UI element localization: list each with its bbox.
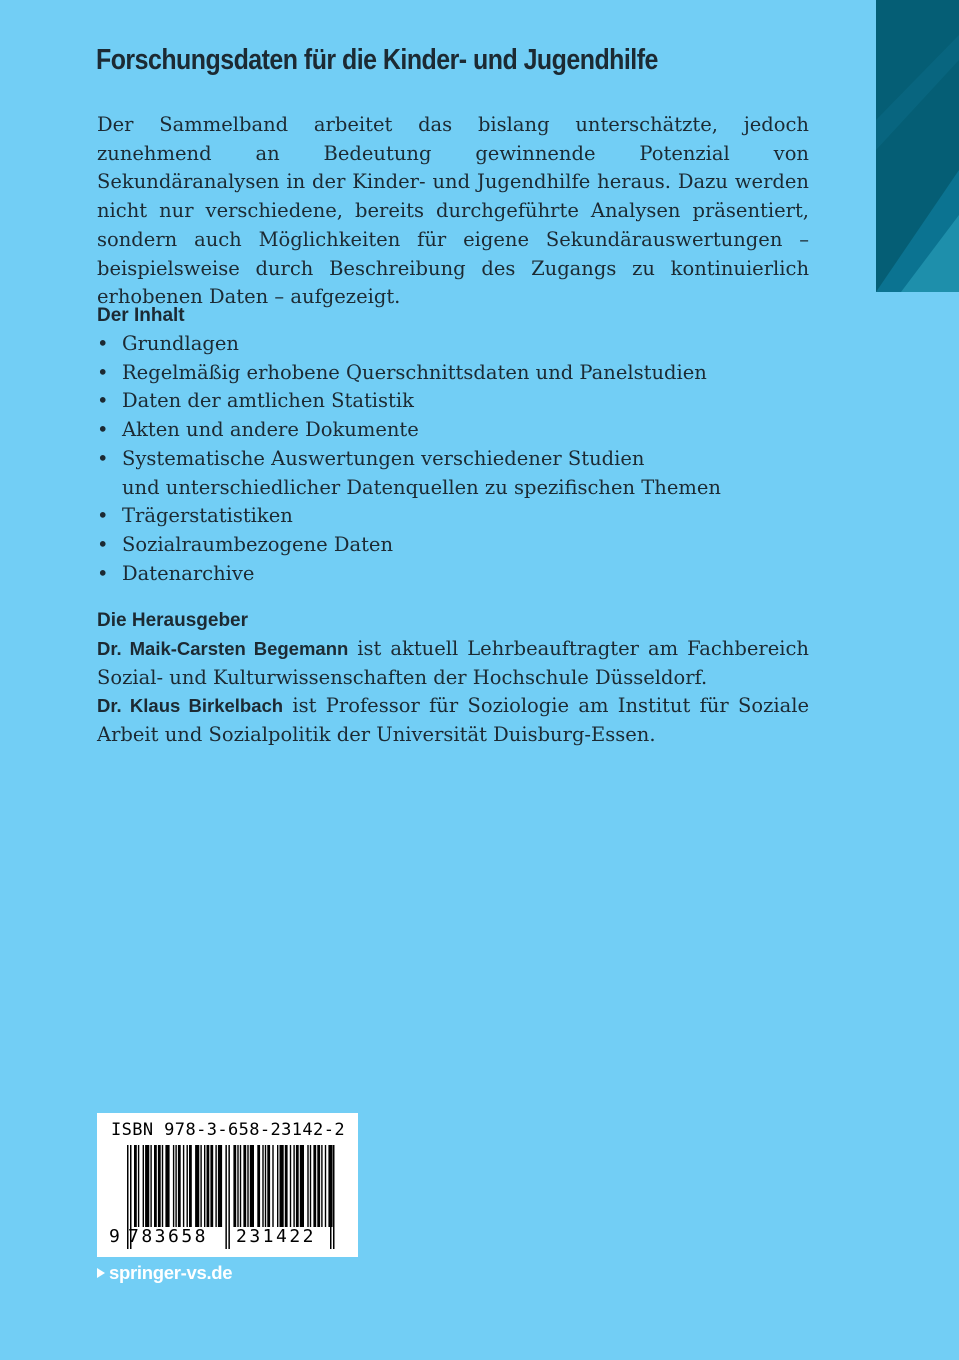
list-item-text: Systematische Auswertungen verschiedener Studien: [122, 446, 645, 470]
list-item-text: Akten und andere Dokumente: [122, 418, 419, 442]
list-item: [97, 416, 721, 445]
contents-list: [97, 330, 721, 588]
isbn-barcode: [97, 1113, 358, 1257]
list-item-text: Datenarchive: [122, 561, 255, 585]
bullet: •: [97, 532, 109, 556]
arrow-right-icon: [97, 1268, 105, 1278]
list-item-text: Regelmäßig erhobene Querschnittsdaten und Panelstudien: [122, 360, 707, 384]
list-item: [97, 531, 721, 560]
list-item: [97, 560, 721, 589]
list-item-text: Grundlagen: [122, 332, 239, 355]
intro-paragraph: Der Sammelband arbeitet das bislang unterschätzte, jedoch zunehmend an Bedeutung gewinnende Potenzial von Sekundäranalysen in der Kinder- und Jugendhilfe heraus. Dazu werden nicht nur verschiedene, bereits durchgeführte Analysen präsentiert, sondern auch Möglichkeiten für eigene Sekundärauswertungen – beispielsweise durch Beschreibung des Zugangs zu kontinuierlich erhobenen Daten – aufgezeigt.: [97, 113, 809, 309]
list-item-text: Trägerstatistiken: [122, 504, 293, 528]
publisher-website-link[interactable]: [97, 1262, 232, 1284]
book-title: Forschungsdaten für die Kinder- und Jugendhilfe: [96, 44, 658, 76]
editor-bio: [97, 692, 809, 749]
bullet: •: [97, 389, 109, 413]
editor-description: ist Professor für Soziologie am Institut für Soziale Arbeit und Sozialpolitik der Universität Duisburg-Essen.: [97, 694, 810, 747]
bullet: •: [97, 360, 109, 384]
list-item: [97, 445, 721, 502]
bullet: •: [97, 418, 109, 442]
list-item: [97, 387, 721, 416]
editors-heading: Die Herausgeber: [97, 610, 249, 631]
bullet: •: [97, 446, 109, 470]
list-item-text-continued: und unterschiedlicher Datenquellen zu spezifischen Themen: [122, 475, 721, 499]
barcode-digit-first: 9: [109, 1226, 120, 1247]
bullet: •: [97, 332, 109, 355]
editor-description: ist aktuell Lehrbeauftragter am Fachbereich Sozial- und Kulturwissenschaften der Hochschule Düsseldorf.: [97, 637, 809, 689]
list-item: [97, 359, 721, 388]
corner-graphic: [876, 0, 959, 292]
bullet: •: [97, 504, 109, 528]
publisher-website-text: springer-vs.de: [109, 1262, 233, 1283]
barcode-digit-group-left: 783658: [128, 1226, 209, 1247]
barcode-digit-group-right: 231422: [236, 1226, 317, 1247]
editor-name: Dr. Klaus Birkelbach: [97, 695, 284, 717]
editor-name: Dr. Maik-Carsten Begemann: [97, 638, 349, 659]
list-item-text: Daten der amtlichen Statistik: [122, 389, 414, 413]
editor-bio: [97, 635, 809, 692]
bullet: •: [97, 561, 109, 585]
list-item: [97, 330, 721, 359]
list-item-text: Sozialraumbezogene Daten: [122, 532, 394, 556]
list-item: [97, 502, 721, 531]
isbn-label: ISBN 978-3-658-23142-2: [111, 1120, 345, 1140]
contents-heading: Der Inhalt: [97, 305, 185, 326]
editors-section: [97, 635, 809, 750]
